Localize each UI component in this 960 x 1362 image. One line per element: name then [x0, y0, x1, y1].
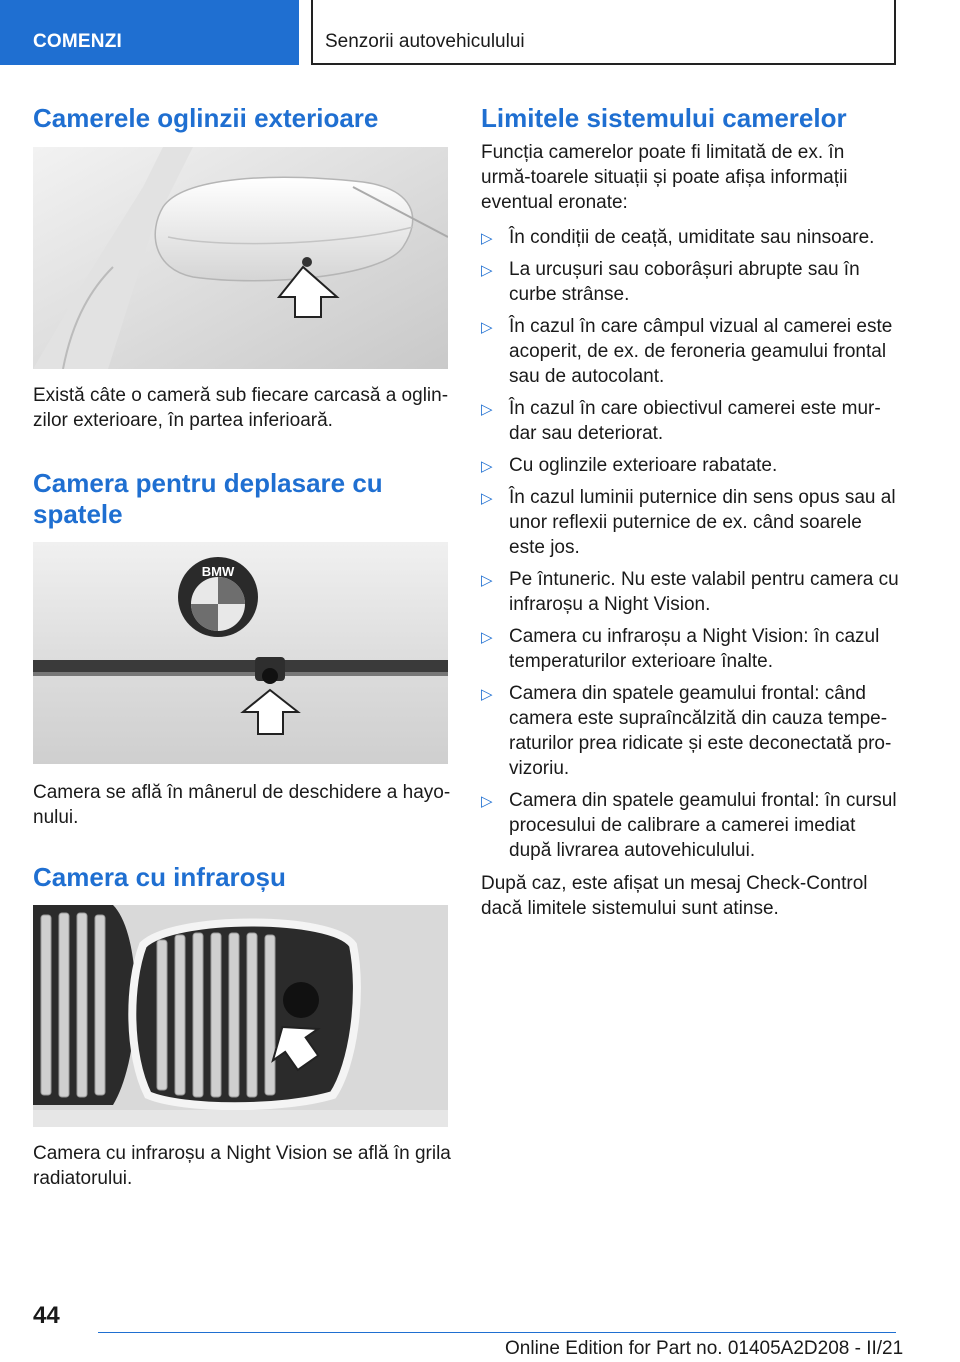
- heading-mirror-cameras: Camerele oglinzii exterioare: [33, 103, 379, 133]
- list-item: ▷ În cazul luminii puternice din sens opus sau al unor reflexii puternice de ex. când soarele este jos.: [481, 487, 896, 558]
- triangle-bullet-icon: ▷: [481, 230, 493, 247]
- list-item: ▷ În cazul în care obiectivul camerei este mur-dar sau deteriorat.: [481, 398, 881, 444]
- infrared-camera-text: Camera cu infraroșu a Night Vision se află în grila radiatorului.: [33, 1143, 451, 1189]
- system-limits-intro: Funcția camerelor poate fi limitată de ex. în urmă-toarele situații și poate afișa informații eventual eronate:: [481, 142, 848, 213]
- edition-note: Online Edition for Part no. 01405A2D208 - II/21: [505, 1338, 904, 1359]
- rear-camera-figure: [33, 542, 448, 764]
- triangle-bullet-icon: ▷: [481, 458, 493, 475]
- page-number: 44: [33, 1302, 60, 1329]
- heading-infrared-camera: Camera cu infraroșu: [33, 862, 286, 892]
- triangle-bullet-icon: ▷: [481, 686, 493, 703]
- chapter-tab: [0, 0, 299, 65]
- infrared-camera-figure: [33, 905, 448, 1127]
- bmw-logo-letters: BMW: [201, 564, 235, 579]
- footer-divider: [98, 1332, 896, 1333]
- mirror-camera-text: Există câte o cameră sub fiecare carcasă a oglin-zilor exterioare, în partea inferioară.: [33, 385, 449, 431]
- list-item: ▷ Camera din spatele geamului frontal: în cursul procesului de calibrare a camerei imediat după livrarea autovehiculului.: [481, 790, 897, 861]
- section-title: Senzorii autovehiculului: [325, 31, 525, 52]
- triangle-bullet-icon: ▷: [481, 319, 493, 336]
- system-limits-closing: După caz, este afișat un mesaj Check-Control dacă limitele sistemului sunt atinse.: [481, 873, 868, 919]
- chapter-label: COMENZI: [33, 31, 123, 52]
- list-item: ▷ La urcușuri sau coborâșuri abrupte sau în curbe strânse.: [481, 259, 860, 305]
- list-item: ▷ Cu oglinzile exterioare rabatate.: [481, 453, 901, 478]
- triangle-bullet-icon: ▷: [481, 401, 493, 418]
- heading-rear-camera: Camera pentru deplasare cu spatele: [33, 468, 383, 529]
- rear-camera-text: Camera se află în mânerul de deschidere a hayo-nului.: [33, 782, 451, 828]
- list-item: ▷ Pe întuneric. Nu este valabil pentru camera cu infraroșu a Night Vision.: [481, 569, 899, 615]
- list-item: ▷ În condiții de ceață, umiditate sau ninsoare.: [481, 225, 901, 250]
- limits-list: [481, 225, 901, 870]
- list-item: ▷ În cazul în care câmpul vizual al camerei este acoperit, de ex. de feroneria geamului frontal sau de autocolant.: [481, 316, 893, 387]
- triangle-bullet-icon: ▷: [481, 629, 493, 646]
- list-item: ▷ Camera cu infraroșu a Night Vision: în cazul temperaturilor exterioare înalte.: [481, 626, 880, 672]
- triangle-bullet-icon: ▷: [481, 262, 493, 279]
- triangle-bullet-icon: ▷: [481, 572, 493, 589]
- triangle-bullet-icon: ▷: [481, 490, 493, 507]
- heading-system-limits: Limitele sistemului camerelor: [481, 103, 847, 133]
- mirror-camera-figure: [33, 147, 448, 369]
- list-item: ▷ Camera din spatele geamului frontal: când camera este supraîncălzită din cauza tempe-raturilor prea ridicate și este deconectată pro-vizoriu.: [481, 683, 892, 779]
- triangle-bullet-icon: ▷: [481, 793, 493, 810]
- section-header: [311, 0, 896, 65]
